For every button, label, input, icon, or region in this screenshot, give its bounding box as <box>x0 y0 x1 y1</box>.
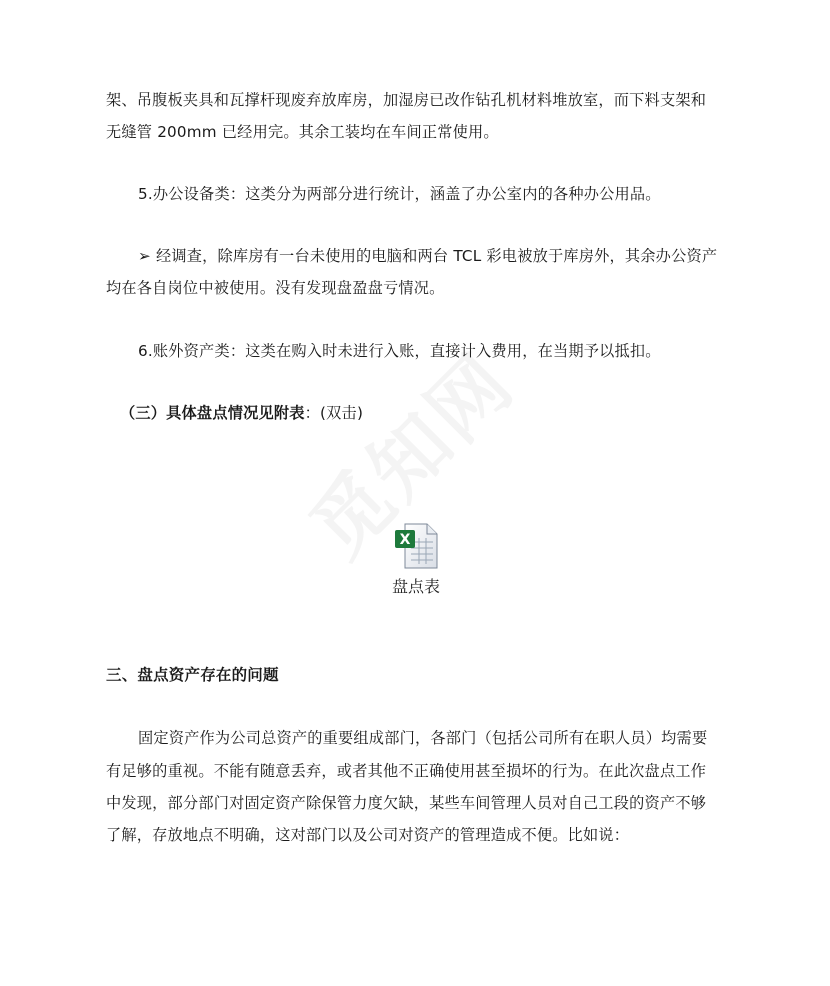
svg-text:X: X <box>399 532 411 548</box>
paragraph-line: 无缝管 200mm 已经用完。其余工装均在车间正常使用。 <box>106 123 499 141</box>
paragraph-line: 固定资产作为公司总资产的重要组成部门，各部门（包括公司所有在职人员）均需要 <box>138 729 708 747</box>
section-heading: 三、盘点资产存在的问题 <box>106 666 279 684</box>
paragraph-off-book-assets: 6.账外资产类：这类在购入时未进行入账，直接计入费用，在当期予以抵扣。 <box>138 342 661 360</box>
excel-file-icon <box>393 522 439 570</box>
paragraph-line: 有足够的重视。不能有随意丢弃，或者其他不正确使用甚至损坏的行为。在此次盘点工作 <box>106 762 707 780</box>
sub-heading <box>120 402 363 424</box>
paragraph-line: 中发现，部分部门对固定资产除保管力度欠缺，某些车间管理人员对自己工段的资产不够 <box>106 794 707 812</box>
bullet-paragraph-line: ➢ 经调查，除库房有一台未使用的电脑和两台 TCL 彩电被放于库房外，其余办公资产 <box>138 247 718 265</box>
paragraph-line: 了解，存放地点不明确，这对部门以及公司对资产的管理造成不便。比如说： <box>106 826 630 844</box>
paragraph-office-equipment: 5.办公设备类：这类分为两部分进行统计，涵盖了办公室内的各种办公用品。 <box>138 185 661 203</box>
embedded-spreadsheet-object[interactable] <box>376 522 456 597</box>
embedded-object-label: 盘点表 <box>391 577 440 596</box>
paragraph-line: 架、吊腹板夹具和瓦撑杆现废弃放库房，加湿房已改作钻孔机材料堆放室，而下料支架和 <box>106 91 707 109</box>
sub-heading-title: （三）具体盘点情况见附表 <box>120 404 305 422</box>
bullet-paragraph-line: 均在各自岗位中被使用。没有发现盘盈盘亏情况。 <box>106 279 445 297</box>
sub-heading-hint: ：(双击) <box>304 404 364 422</box>
